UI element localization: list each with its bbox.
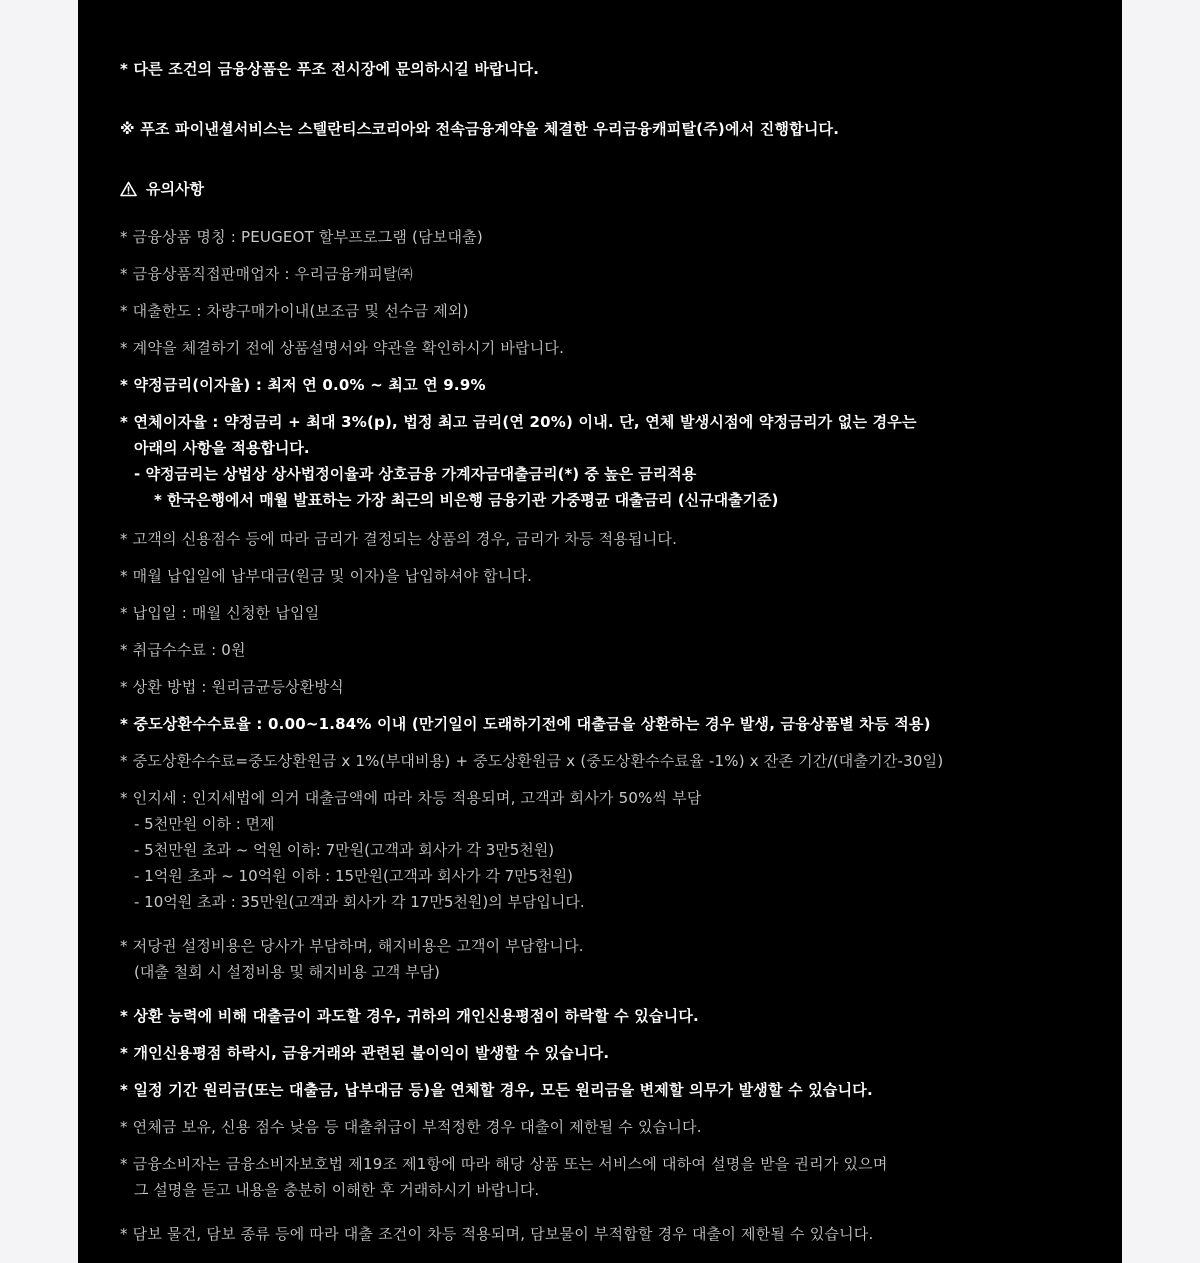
early-repayment-rate: * 중도상환수수료율 : 0.00~1.84% 이내 (만기일이 도래하기전에 대출금을 상환하는 경우 발생, 금융상품별 차등 적용) xyxy=(120,715,931,733)
inquiry-note: * 다른 조건의 금융상품은 푸조 전시장에 문의하시길 바랍니다. xyxy=(120,60,540,78)
stamp-tax-line: * 인지세 : 인지세법에 의거 대출금액에 따라 차등 적용되며, 고객과 회사가 50%씩 부담 xyxy=(120,789,702,807)
warning-line: * 상환 능력에 비해 대출금이 과도할 경우, 귀하의 개인신용평점이 하락할 수 있습니다. xyxy=(120,1007,699,1025)
mortgage-line: (대출 철회 시 설정비용 및 해지비용 고객 부담) xyxy=(134,963,440,981)
collateral-note: * 담보 물건, 담보 종류 등에 따라 대출 조건이 차등 적용되며, 담보물이 부적합할 경우 대출이 제한될 수 있습니다. xyxy=(120,1225,874,1243)
credit-score-note: * 고객의 신용점수 등에 따라 금리가 결정되는 상품의 경우, 금리가 차등 적용됩니다. xyxy=(120,530,678,548)
finance-service-note: ※ 푸조 파이낸셜서비스는 스텔란티스코리아와 전속금융계약을 체결한 우리금융캐피탈(주)에서 진행합니다. xyxy=(120,120,840,138)
overdue-rate-line: - 약정금리는 상법상 상사법정이율과 상호금융 가계자금대출금리(*) 중 높은 금리적용 xyxy=(134,465,697,483)
mortgage-block xyxy=(120,935,1122,985)
warning-triangle-icon xyxy=(120,181,137,197)
repayment-method: * 상환 방법 : 원리금균등상환방식 xyxy=(120,678,344,696)
loan-limit: * 대출한도 : 차량구매가이내(보조금 및 선수금 제외) xyxy=(120,302,469,320)
early-repayment-formula: * 중도상환수수료=중도상환원금 x 1%(부대비용) + 중도상환원금 x (중도상환수수료율 -1%) x 잔존 기간/(대출기간-30일) xyxy=(120,752,944,770)
disclaimer-panel xyxy=(78,0,1122,1263)
stamp-tax-line: - 5천만원 초과 ~ 억원 이하: 7만원(고객과 회사가 각 3만5천원) xyxy=(134,841,555,859)
overdue-rate-line: 아래의 사항을 적용합니다. xyxy=(134,439,310,457)
notice-heading xyxy=(120,178,1122,200)
loan-restriction: * 연체금 보유, 신용 점수 낮음 등 대출취급이 부적정한 경우 대출이 제한될 수 있습니다. xyxy=(120,1118,702,1136)
handling-fee: * 취급수수료 : 0원 xyxy=(120,641,246,659)
overdue-rate-footnote: * 한국은행에서 매월 발표하는 가장 최근의 비은행 금융기관 가중평균 대출금리 (신규대출기준) xyxy=(154,491,779,509)
overdue-rate-block xyxy=(120,411,1122,513)
overdue-rate-line: * 연체이자율 : 약정금리 + 최대 3%(p), 법정 최고 금리(연 20%) 이내. 단, 연체 발생시점에 약정금리가 없는 경우는 xyxy=(120,413,917,431)
interest-rate: * 약정금리(이자율) : 최저 연 0.0% ~ 최고 연 9.9% xyxy=(120,376,486,394)
warning-line: * 일정 기간 원리금(또는 대출금, 납부대금 등)을 연체할 경우, 모든 원리금을 변제할 의무가 발생할 수 있습니다. xyxy=(120,1081,873,1099)
notice-title: 유의사항 xyxy=(146,180,204,198)
payment-day: * 납입일 : 매월 신청한 납입일 xyxy=(120,604,320,622)
warning-line: * 개인신용평점 하락시, 금융거래와 관련된 불이익이 발생할 수 있습니다. xyxy=(120,1044,610,1062)
consumer-right-line: 그 설명을 듣고 내용을 충분히 이해한 후 거래하시기 바랍니다. xyxy=(134,1181,540,1199)
contract-confirm: * 계약을 체결하기 전에 상품설명서와 약관을 확인하시기 바랍니다. xyxy=(120,339,565,357)
consumer-right-block xyxy=(120,1153,1122,1203)
stamp-tax-line: - 1억원 초과 ~ 10억원 이하 : 15만원(고객과 회사가 각 7만5천원) xyxy=(134,867,574,885)
direct-seller: * 금융상품직접판매업자 : 우리금융캐피탈㈜ xyxy=(120,265,413,283)
mortgage-line: * 저당권 설정비용은 당사가 부담하며, 해지비용은 고객이 부담합니다. xyxy=(120,937,584,955)
stamp-tax-line: - 10억원 초과 : 35만원(고객과 회사가 각 17만5천원)의 부담입니다. xyxy=(134,893,585,911)
stamp-tax-line: - 5천만원 이하 : 면제 xyxy=(134,815,275,833)
product-name: * 금융상품 명칭 : PEUGEOT 할부프로그램 (담보대출) xyxy=(120,228,483,246)
stamp-tax-block xyxy=(120,787,1122,915)
monthly-payment-note: * 매월 납입일에 납부대금(원금 및 이자)을 납입하셔야 합니다. xyxy=(120,567,533,585)
consumer-right-line: * 금융소비자는 금융소비자보호법 제19조 제1항에 따라 해당 상품 또는 서비스에 대하여 설명을 받을 권리가 있으며 xyxy=(120,1155,888,1173)
